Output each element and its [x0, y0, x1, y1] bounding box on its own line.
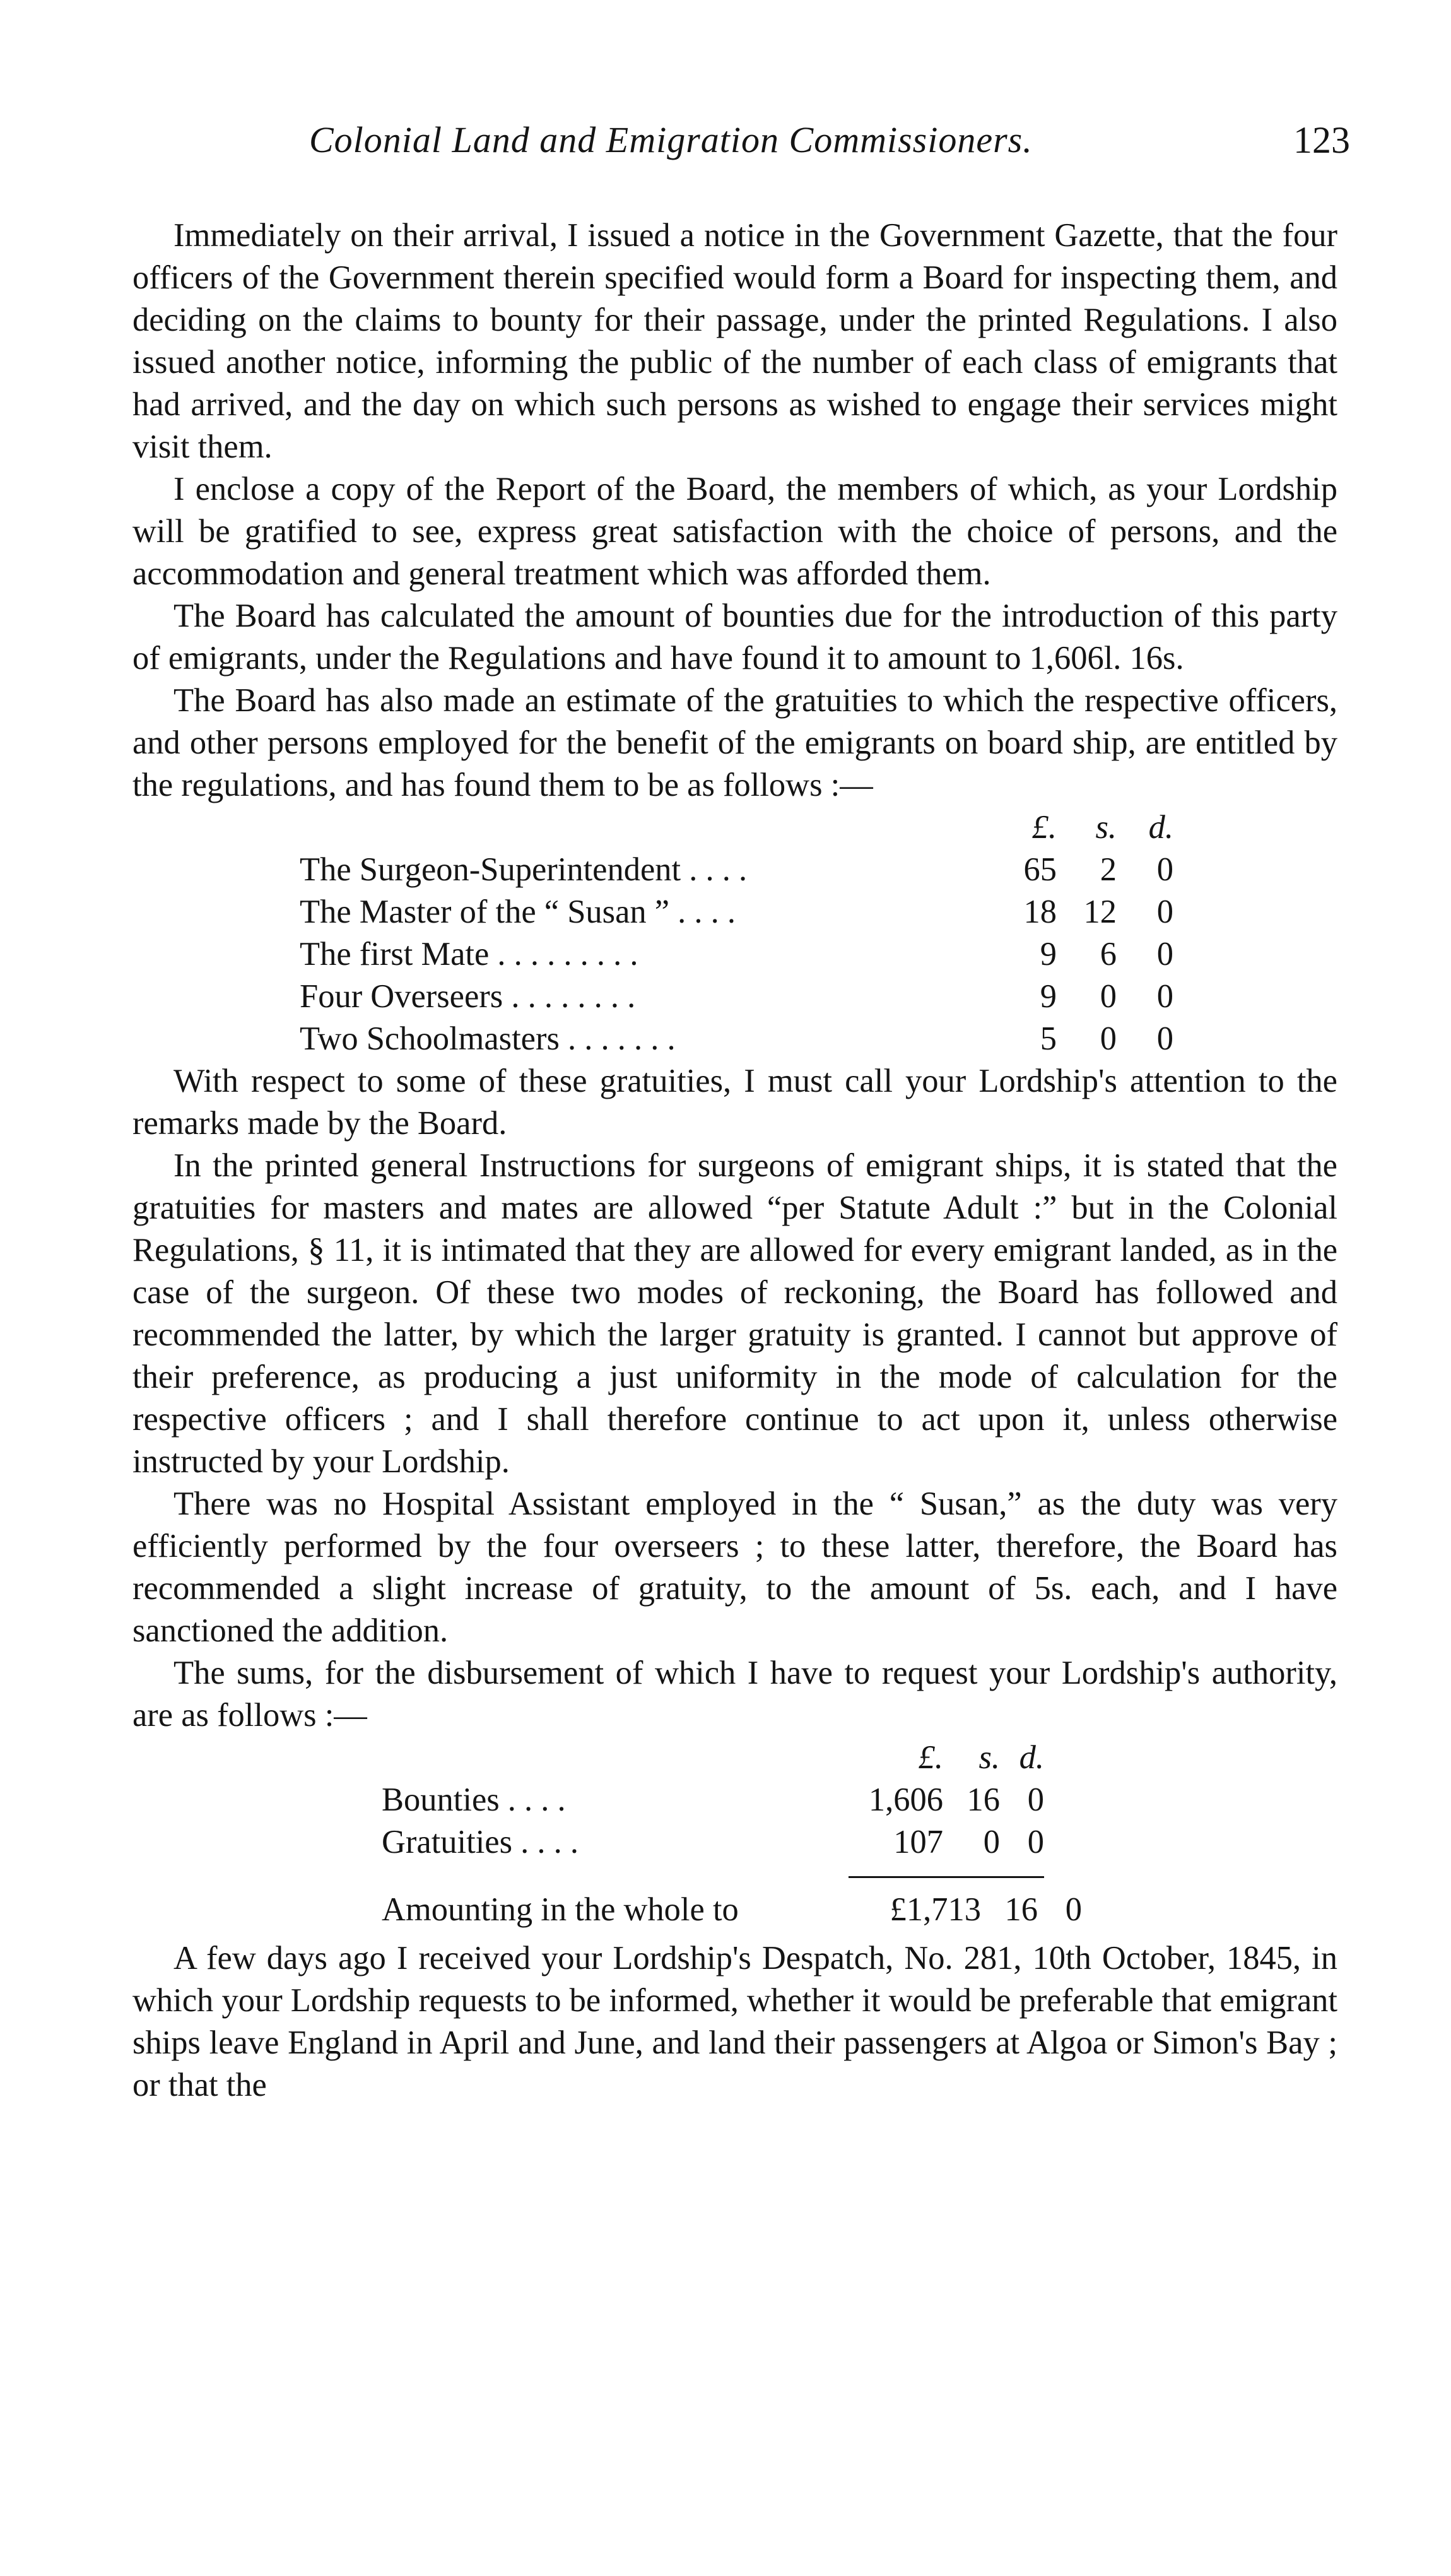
pence-cell: 0	[1027, 1824, 1044, 1860]
paragraph: The Board has calculated the amount of bounties due for the introduction of this party of emigrants, under the Regulations and have found it to amount to 1,606l. 16s.	[132, 598, 1337, 676]
table-row	[300, 849, 1173, 891]
table-row	[300, 933, 1173, 976]
table-row	[300, 1018, 1173, 1060]
pounds-cell: 9	[1040, 978, 1057, 1015]
pence-header: d.	[1019, 1739, 1044, 1776]
paragraph: A few days ago I received your Lordship's Despatch, No. 281, 10th October, 1845, in which your Lordship requests to be informed, whether it would be preferable that emigrant ships leave England in April and June, and land their passengers at Algoa or Simon's Bay ; or that the	[132, 1940, 1337, 2103]
table-row	[382, 1779, 1044, 1821]
page-number: 123	[1293, 119, 1350, 161]
sum-rule	[849, 1864, 1044, 1881]
paragraph: With respect to some of these gratuities, I must call your Lordship's attention to the remarks made by the Board.	[132, 1063, 1337, 1142]
row-label: Four Overseers . . . . . . . .	[300, 978, 636, 1015]
row-label: Two Schoolmasters . . . . . . .	[300, 1020, 676, 1057]
row-label: The Surgeon-Superintendent . . . .	[300, 851, 748, 888]
pence-cell: 0	[1156, 1020, 1173, 1057]
pence-cell: 0	[1156, 978, 1173, 1015]
shillings-cell: 16	[966, 1781, 1000, 1818]
shillings-cell: 6	[1100, 936, 1117, 972]
paragraph: In the printed general Instructions for surgeons of emigrant ships, it is stated that the gratuities for masters and mates are allowed “per Statute Adult :” but in the Colonial Regulations, § 11, it is intimated that they are allowed for every emigrant landed, as in the case of the surgeon. Of these two modes of reckoning, the Board has followed and recommended the latter, by which the larger gratuity is granted. I cannot but approve of their preference, as producing a just uniformity in the mode of calculation for the respective officers ; and I shall therefore continue to act upon it, unless otherwise instructed by your Lordship.	[132, 1147, 1337, 1480]
total-pence: 0	[1065, 1891, 1082, 1928]
pence-cell: 0	[1156, 851, 1173, 888]
paragraph: The Board has also made an estimate of the gratuities to which the respective officers, and other persons employed for the benefit of the emigrants on board ship, are entitled by the regulations, and has found them to be as follows :—	[132, 682, 1337, 803]
shillings-cell: 0	[1100, 1020, 1117, 1057]
shillings-cell: 12	[1083, 894, 1117, 930]
total-row	[382, 1889, 1082, 1931]
pounds-cell: 65	[1023, 851, 1057, 888]
pounds-cell: 107	[893, 1824, 943, 1860]
row-label: The Master of the “ Susan ” . . . .	[300, 894, 736, 930]
pence-cell: 0	[1156, 936, 1173, 972]
shillings-header: s.	[1095, 809, 1117, 846]
paragraph: The sums, for the disbursement of which I have to request your Lordship's authority, are as follows :—	[132, 1655, 1337, 1734]
paragraph: There was no Hospital Assistant employed in the “ Susan,” as the duty was very efficiently performed by the four overseers ; to these latter, therefore, the Board has recommended a slight increase of gratuity, to the amount of 5s. each, and I have sanctioned the addition.	[132, 1486, 1337, 1649]
sum-rule-row	[382, 1864, 1044, 1881]
disbursement-sums-table	[382, 1737, 1044, 1881]
table-row	[382, 1821, 1044, 1864]
total-shillings: 16	[1004, 1891, 1038, 1928]
officers-gratuities-table	[300, 806, 1173, 1060]
pounds-header: £.	[918, 1739, 943, 1776]
paragraph: Immediately on their arrival, I issued a notice in the Government Gazette, that the four officers of the Government therein specified would form a Board for inspecting them, and deciding on the claims to bounty for their passage, under the printed Regulations. I also issued another notice, informing the public of the number of each class of emigrants that had arrived, and the day on which such persons as wished to engage their services might visit them.	[132, 217, 1337, 465]
paragraph: I enclose a copy of the Report of the Board, the members of which, as your Lordship will be gratified to see, express great satisfaction with the choice of persons, and the accommodation and general treatment which was afforded them.	[132, 471, 1337, 592]
shillings-cell: 0	[983, 1824, 1000, 1860]
row-label: Gratuities . . . .	[382, 1824, 579, 1860]
total-label: Amounting in the whole to	[382, 1891, 739, 1928]
row-label: Bounties . . . .	[382, 1781, 566, 1818]
shillings-cell: 0	[1100, 978, 1117, 1015]
shillings-header: s.	[978, 1739, 1000, 1776]
disbursement-total-table	[382, 1889, 1082, 1931]
pence-cell: 0	[1156, 894, 1173, 930]
shillings-cell: 2	[1100, 851, 1117, 888]
pounds-cell: 18	[1023, 894, 1057, 930]
page-body	[132, 215, 1337, 2106]
total-pounds: £1,713	[890, 1891, 981, 1928]
pounds-cell: 1,606	[868, 1781, 943, 1818]
table-header-row	[300, 806, 1173, 849]
pounds-cell: 9	[1040, 936, 1057, 972]
pence-header: d.	[1148, 809, 1173, 846]
pounds-cell: 5	[1040, 1020, 1057, 1057]
table-header-row	[382, 1737, 1044, 1779]
pounds-header: £.	[1031, 809, 1057, 846]
pence-cell: 0	[1027, 1781, 1044, 1818]
table-row	[300, 976, 1173, 1018]
row-label: The first Mate . . . . . . . . .	[300, 936, 638, 972]
running-head	[309, 119, 1350, 169]
table-row	[300, 891, 1173, 933]
running-head-title: Colonial Land and Emigration Commissioners.	[309, 119, 1033, 160]
